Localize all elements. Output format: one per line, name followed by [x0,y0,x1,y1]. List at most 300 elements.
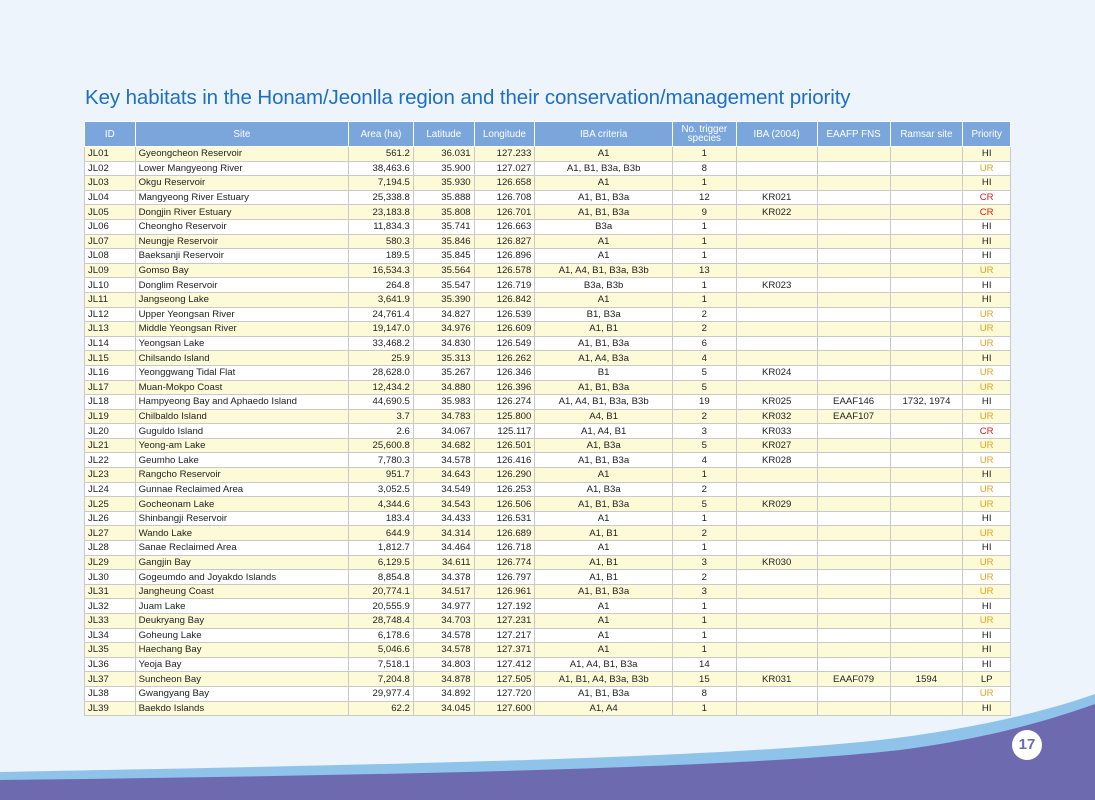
cell-priority: HI [963,176,1011,191]
cell-ramsar [890,584,963,599]
cell-area: 23,183.8 [349,205,414,220]
cell-iba-2004 [736,628,817,643]
cell-latitude: 35.547 [413,278,474,293]
page-number: 17 [1012,730,1042,760]
cell-longitude: 127.192 [474,599,535,614]
cell-iba-2004 [736,657,817,672]
cell-iba-criteria: A1 [535,643,673,658]
table-row [85,526,1011,541]
cell-site: Yeong-am Lake [135,438,349,453]
cell-id: JL26 [85,511,136,526]
cell-longitude: 126.827 [474,234,535,249]
cell-eaafp-fns [817,380,890,395]
cell-id: JL25 [85,497,136,512]
col-header-id: ID [85,122,136,147]
cell-trigger-species: 1 [672,249,736,264]
cell-iba-2004 [736,234,817,249]
table-row [85,424,1011,439]
table-row [85,599,1011,614]
cell-trigger-species: 1 [672,541,736,556]
cell-site: Deukryang Bay [135,614,349,629]
cell-iba-2004 [736,570,817,585]
cell-longitude: 126.701 [474,205,535,220]
cell-site: Muan-Mokpo Coast [135,380,349,395]
cell-trigger-species: 4 [672,453,736,468]
cell-trigger-species: 1 [672,599,736,614]
cell-latitude: 35.983 [413,395,474,410]
table-row [85,468,1011,483]
cell-iba-2004: KR033 [736,424,817,439]
cell-ramsar [890,628,963,643]
cell-area: 7,204.8 [349,672,414,687]
cell-iba-2004: KR031 [736,672,817,687]
cell-iba-criteria: A1 [535,176,673,191]
cell-site: Gomso Bay [135,263,349,278]
cell-trigger-species: 1 [672,234,736,249]
cell-id: JL27 [85,526,136,541]
cell-latitude: 34.517 [413,584,474,599]
cell-eaafp-fns [817,438,890,453]
cell-priority: HI [963,234,1011,249]
col-header-eaafp-fns: EAAFP FNS [817,122,890,147]
cell-eaafp-fns [817,147,890,162]
cell-longitude: 126.658 [474,176,535,191]
table-row [85,570,1011,585]
cell-trigger-species: 1 [672,147,736,162]
cell-iba-criteria: A1, B1 [535,555,673,570]
cell-latitude: 34.464 [413,541,474,556]
cell-iba-criteria: A1 [535,292,673,307]
cell-eaafp-fns [817,365,890,380]
page-title: Key habitats in the Honam/Jeonlla region and their conservation/management priority [85,86,851,109]
cell-iba-2004 [736,584,817,599]
cell-eaafp-fns [817,468,890,483]
cell-iba-criteria: A1, B1, A4, B3a, B3b [535,672,673,687]
cell-area: 3,641.9 [349,292,414,307]
cell-trigger-species: 2 [672,322,736,337]
cell-iba-2004 [736,468,817,483]
cell-latitude: 35.930 [413,176,474,191]
table-header-row [85,122,1011,147]
cell-area: 3.7 [349,409,414,424]
cell-iba-criteria: A1, B1, B3a [535,205,673,220]
cell-area: 20,555.9 [349,599,414,614]
cell-priority: UR [963,686,1011,701]
cell-area: 25,600.8 [349,438,414,453]
cell-priority: CR [963,205,1011,220]
cell-site: Wando Lake [135,526,349,541]
cell-longitude: 126.531 [474,511,535,526]
table-row [85,482,1011,497]
cell-iba-criteria: A1, B3a [535,438,673,453]
cell-iba-2004 [736,307,817,322]
cell-longitude: 126.961 [474,584,535,599]
table-row [85,263,1011,278]
cell-latitude: 35.741 [413,219,474,234]
cell-iba-criteria: B1, B3a [535,307,673,322]
cell-iba-2004 [736,249,817,264]
table-row [85,365,1011,380]
cell-trigger-species: 19 [672,395,736,410]
cell-site: Gyeongcheon Reservoir [135,147,349,162]
table-row [85,511,1011,526]
cell-area: 11,834.3 [349,219,414,234]
cell-ramsar: 1594 [890,672,963,687]
cell-id: JL34 [85,628,136,643]
cell-priority: UR [963,482,1011,497]
cell-priority: HI [963,643,1011,658]
table-row [85,336,1011,351]
cell-iba-2004: KR027 [736,438,817,453]
cell-longitude: 125.117 [474,424,535,439]
cell-iba-2004: KR023 [736,278,817,293]
cell-iba-2004 [736,147,817,162]
cell-iba-criteria: A1, B1, B3a [535,336,673,351]
table-row [85,628,1011,643]
cell-priority: HI [963,278,1011,293]
table-row [85,584,1011,599]
cell-site: Guguldo Island [135,424,349,439]
cell-area: 7,194.5 [349,176,414,191]
table-row [85,147,1011,162]
cell-id: JL10 [85,278,136,293]
cell-area: 44,690.5 [349,395,414,410]
cell-latitude: 34.433 [413,511,474,526]
cell-eaafp-fns [817,278,890,293]
cell-id: JL33 [85,614,136,629]
cell-area: 25,338.8 [349,190,414,205]
cell-trigger-species: 5 [672,365,736,380]
cell-area: 6,129.5 [349,555,414,570]
table-row [85,453,1011,468]
cell-area: 28,748.4 [349,614,414,629]
cell-site: Geumho Lake [135,453,349,468]
cell-id: JL11 [85,292,136,307]
cell-trigger-species: 2 [672,526,736,541]
cell-ramsar [890,599,963,614]
cell-longitude: 126.719 [474,278,535,293]
cell-ramsar [890,541,963,556]
cell-id: JL30 [85,570,136,585]
cell-site: Yeongsan Lake [135,336,349,351]
cell-latitude: 34.783 [413,409,474,424]
cell-site: Jangheung Coast [135,584,349,599]
cell-trigger-species: 1 [672,614,736,629]
cell-id: JL06 [85,219,136,234]
cell-priority: UR [963,584,1011,599]
cell-ramsar [890,643,963,658]
cell-ramsar [890,190,963,205]
cell-latitude: 35.390 [413,292,474,307]
cell-iba-criteria: A1 [535,511,673,526]
cell-eaafp-fns [817,249,890,264]
cell-site: Gangjin Bay [135,555,349,570]
cell-priority: CR [963,190,1011,205]
cell-site: Baeksanji Reservoir [135,249,349,264]
cell-trigger-species: 2 [672,409,736,424]
cell-priority: HI [963,541,1011,556]
cell-ramsar [890,657,963,672]
cell-ramsar [890,526,963,541]
cell-site: Gwangyang Bay [135,686,349,701]
cell-iba-criteria: B3a, B3b [535,278,673,293]
col-header-iba-2004: IBA (2004) [736,122,817,147]
cell-longitude: 126.290 [474,468,535,483]
cell-priority: UR [963,336,1011,351]
cell-eaafp-fns: EAAF107 [817,409,890,424]
cell-priority: HI [963,628,1011,643]
cell-ramsar: 1732, 1974 [890,395,963,410]
cell-site: Donglim Reservoir [135,278,349,293]
cell-iba-2004: KR032 [736,409,817,424]
cell-id: JL02 [85,161,136,176]
cell-longitude: 127.233 [474,147,535,162]
cell-trigger-species: 5 [672,380,736,395]
cell-latitude: 34.578 [413,453,474,468]
cell-id: JL28 [85,541,136,556]
cell-latitude: 34.378 [413,570,474,585]
cell-trigger-species: 13 [672,263,736,278]
cell-site: Yeoja Bay [135,657,349,672]
cell-trigger-species: 1 [672,278,736,293]
cell-iba-criteria: A1, A4 [535,701,673,716]
cell-id: JL08 [85,249,136,264]
cell-latitude: 35.845 [413,249,474,264]
cell-eaafp-fns [817,161,890,176]
cell-eaafp-fns [817,497,890,512]
cell-trigger-species: 3 [672,424,736,439]
cell-eaafp-fns [817,351,890,366]
footer-wave [0,680,1095,800]
cell-priority: HI [963,468,1011,483]
cell-ramsar [890,147,963,162]
cell-area: 6,178.6 [349,628,414,643]
cell-latitude: 34.611 [413,555,474,570]
cell-ramsar [890,249,963,264]
cell-site: Chilsando Island [135,351,349,366]
cell-area: 4,344.6 [349,497,414,512]
cell-eaafp-fns: EAAF146 [817,395,890,410]
cell-iba-2004: KR025 [736,395,817,410]
cell-site: Juam Lake [135,599,349,614]
cell-longitude: 126.346 [474,365,535,380]
cell-id: JL13 [85,322,136,337]
cell-latitude: 34.976 [413,322,474,337]
cell-longitude: 126.663 [474,219,535,234]
cell-id: JL15 [85,351,136,366]
cell-iba-2004 [736,292,817,307]
cell-priority: HI [963,351,1011,366]
cell-latitude: 35.888 [413,190,474,205]
cell-id: JL16 [85,365,136,380]
cell-ramsar [890,570,963,585]
table-row [85,205,1011,220]
cell-eaafp-fns [817,526,890,541]
cell-priority: HI [963,292,1011,307]
cell-ramsar [890,278,963,293]
cell-ramsar [890,219,963,234]
cell-area: 189.5 [349,249,414,264]
cell-iba-2004: KR021 [736,190,817,205]
cell-id: JL14 [85,336,136,351]
cell-iba-criteria: A1, A4, B3a [535,351,673,366]
cell-area: 7,780.3 [349,453,414,468]
cell-site: Okgu Reservoir [135,176,349,191]
cell-ramsar [890,482,963,497]
table-row [85,292,1011,307]
cell-priority: UR [963,526,1011,541]
cell-area: 38,463.6 [349,161,414,176]
cell-iba-2004: KR028 [736,453,817,468]
cell-eaafp-fns [817,482,890,497]
cell-longitude: 126.689 [474,526,535,541]
cell-priority: UR [963,161,1011,176]
cell-site: Shinbangji Reservoir [135,511,349,526]
cell-id: JL17 [85,380,136,395]
cell-priority: UR [963,438,1011,453]
cell-priority: UR [963,263,1011,278]
cell-area: 2.6 [349,424,414,439]
cell-priority: LP [963,672,1011,687]
cell-trigger-species: 9 [672,205,736,220]
cell-priority: UR [963,322,1011,337]
cell-longitude: 127.027 [474,161,535,176]
cell-eaafp-fns [817,292,890,307]
cell-trigger-species: 2 [672,307,736,322]
cell-area: 1,812.7 [349,541,414,556]
cell-area: 20,774.1 [349,584,414,599]
cell-iba-criteria: A1 [535,599,673,614]
cell-trigger-species: 1 [672,701,736,716]
cell-area: 3,052.5 [349,482,414,497]
col-header-priority: Priority [963,122,1011,147]
cell-site: Mangyeong River Estuary [135,190,349,205]
cell-longitude: 126.501 [474,438,535,453]
cell-trigger-species: 4 [672,351,736,366]
cell-iba-criteria: A1, B1 [535,570,673,585]
cell-ramsar [890,380,963,395]
cell-latitude: 34.892 [413,686,474,701]
cell-longitude: 127.720 [474,686,535,701]
cell-ramsar [890,205,963,220]
cell-eaafp-fns [817,336,890,351]
cell-longitude: 126.609 [474,322,535,337]
cell-iba-2004 [736,322,817,337]
cell-id: JL07 [85,234,136,249]
cell-iba-2004 [736,219,817,234]
cell-ramsar [890,161,963,176]
cell-id: JL04 [85,190,136,205]
cell-id: JL01 [85,147,136,162]
cell-iba-criteria: A1, B1 [535,526,673,541]
cell-trigger-species: 8 [672,686,736,701]
cell-trigger-species: 5 [672,438,736,453]
cell-latitude: 34.578 [413,643,474,658]
table-row [85,176,1011,191]
cell-priority: UR [963,307,1011,322]
cell-id: JL36 [85,657,136,672]
cell-trigger-species: 1 [672,468,736,483]
cell-area: 561.2 [349,147,414,162]
cell-ramsar [890,234,963,249]
col-header-site: Site [135,122,349,147]
table-row [85,409,1011,424]
table-row [85,278,1011,293]
cell-site: Haechang Bay [135,643,349,658]
cell-site: Neungje Reservoir [135,234,349,249]
cell-id: JL18 [85,395,136,410]
table-row [85,657,1011,672]
cell-ramsar [890,263,963,278]
cell-iba-2004 [736,336,817,351]
habitats-table [84,121,1011,716]
cell-iba-criteria: A1, B3a [535,482,673,497]
cell-area: 183.4 [349,511,414,526]
cell-longitude: 126.896 [474,249,535,264]
cell-trigger-species: 3 [672,584,736,599]
cell-iba-criteria: A1, A4, B1, B3a, B3b [535,263,673,278]
cell-latitude: 34.830 [413,336,474,351]
cell-id: JL20 [85,424,136,439]
cell-area: 7,518.1 [349,657,414,672]
cell-latitude: 34.643 [413,468,474,483]
cell-iba-2004 [736,263,817,278]
cell-ramsar [890,365,963,380]
cell-latitude: 34.880 [413,380,474,395]
cell-longitude: 127.231 [474,614,535,629]
cell-ramsar [890,614,963,629]
col-header-iba-criteria: IBA criteria [535,122,673,147]
cell-longitude: 126.416 [474,453,535,468]
cell-eaafp-fns [817,541,890,556]
cell-iba-2004 [736,643,817,658]
cell-iba-criteria: A1 [535,628,673,643]
cell-ramsar [890,438,963,453]
cell-ramsar [890,497,963,512]
cell-area: 951.7 [349,468,414,483]
cell-ramsar [890,555,963,570]
cell-site: Hampyeong Bay and Aphaedo Island [135,395,349,410]
cell-eaafp-fns [817,555,890,570]
cell-trigger-species: 1 [672,176,736,191]
cell-priority: UR [963,380,1011,395]
cell-eaafp-fns [817,511,890,526]
cell-latitude: 34.682 [413,438,474,453]
cell-iba-criteria: A1, A4, B1 [535,424,673,439]
cell-longitude: 127.505 [474,672,535,687]
cell-priority: HI [963,657,1011,672]
table-row [85,614,1011,629]
cell-iba-2004: KR022 [736,205,817,220]
cell-iba-criteria: A1, A4, B1, B3a, B3b [535,395,673,410]
cell-site: Dongjin River Estuary [135,205,349,220]
cell-longitude: 126.253 [474,482,535,497]
cell-eaafp-fns [817,584,890,599]
cell-site: Jangseong Lake [135,292,349,307]
cell-area: 644.9 [349,526,414,541]
cell-id: JL19 [85,409,136,424]
cell-area: 33,468.2 [349,336,414,351]
cell-latitude: 34.045 [413,701,474,716]
cell-longitude: 126.539 [474,307,535,322]
cell-longitude: 125.800 [474,409,535,424]
cell-trigger-species: 15 [672,672,736,687]
table-row [85,351,1011,366]
cell-id: JL37 [85,672,136,687]
col-header-longitude: Longitude [474,122,535,147]
cell-trigger-species: 1 [672,219,736,234]
cell-eaafp-fns [817,263,890,278]
